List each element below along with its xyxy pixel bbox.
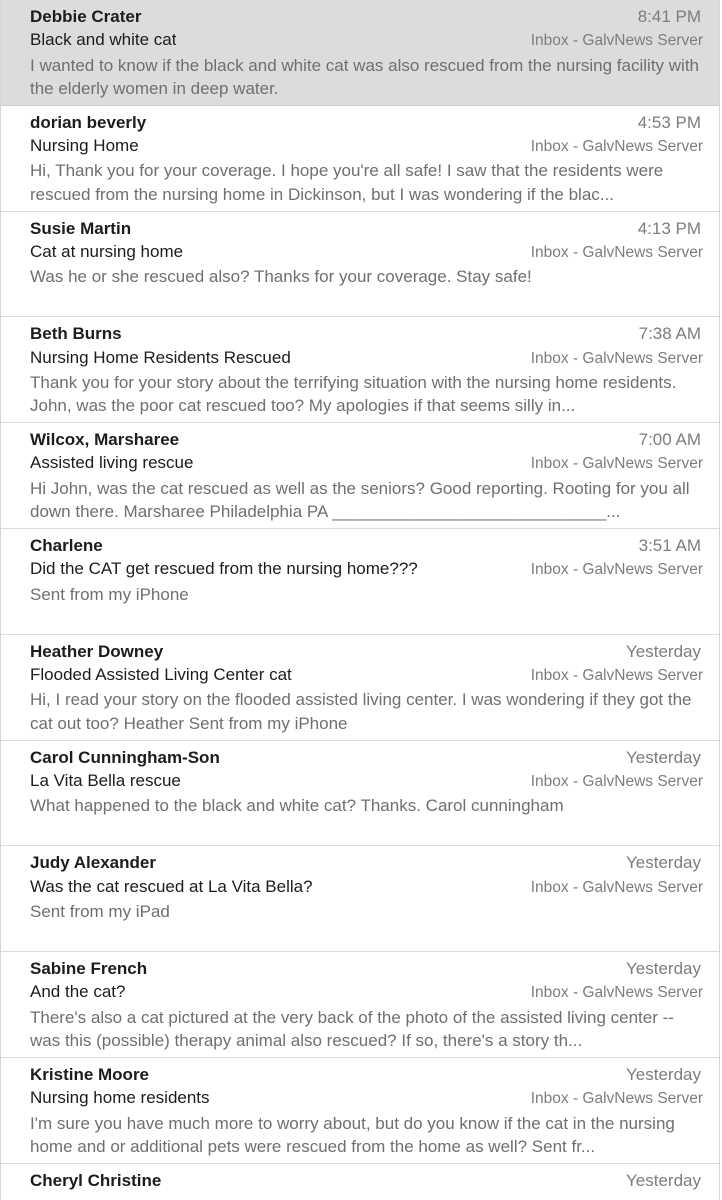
message-sender: Wilcox, Marsharee — [30, 430, 180, 450]
message-time: 8:41 PM — [637, 7, 701, 26]
message-mailbox: Inbox - GalvNews Server — [530, 772, 703, 790]
message-preview: Hi, Thank you for your coverage. I hope you're all safe! I saw that the residents were rescued from the nursing home in Dickinson, but I was wondering if the blac... — [30, 161, 664, 204]
message-sender: Kristine Moore — [30, 1064, 150, 1084]
message-subject: Cat at nursing home — [30, 241, 184, 261]
message-row[interactable] — [1, 423, 719, 529]
message-sender: Susie Martin — [30, 218, 132, 238]
message-mailbox: Inbox - GalvNews Server — [530, 1090, 703, 1108]
message-time: Yesterday — [626, 959, 701, 979]
message-mailbox: Inbox - GalvNews Server — [530, 667, 703, 685]
message-sender: Charlene — [30, 535, 103, 555]
message-row[interactable] — [1, 635, 719, 741]
message-row[interactable] — [1, 212, 719, 318]
message-row[interactable] — [1, 1164, 719, 1200]
message-subject: Black and white cat — [30, 30, 177, 50]
message-subject: Flooded Assisted Living Center cat — [30, 665, 292, 685]
message-time: Yesterday — [626, 1170, 701, 1190]
message-subject: And the cat? — [30, 982, 126, 1002]
message-preview: I'm sure you have much more to worry about, but do you know if the cat in the nursing home and or additional pets were rescued from the home as well? Sent fr... — [30, 1113, 675, 1156]
message-time: Yesterday — [626, 641, 701, 661]
message-row[interactable] — [1, 0, 719, 106]
message-preview: Sent from my iPad — [30, 901, 170, 921]
message-time: Yesterday — [626, 1064, 701, 1084]
message-subject: Nursing home residents — [30, 1088, 210, 1108]
message-row[interactable] — [1, 952, 719, 1058]
message-mailbox: Inbox - GalvNews Server — [530, 138, 703, 156]
message-sender: dorian beverly — [30, 112, 147, 132]
message-time: Yesterday — [626, 853, 701, 873]
message-subject: Did the CAT get rescued from the nursing home??? — [30, 559, 418, 579]
message-preview: Hi John, was the cat rescued as well as the seniors? Good reporting. Rooting for you all down there. Marsharee Philadelphia PA _____________________________... — [30, 478, 690, 522]
message-time: 7:00 AM — [638, 430, 701, 450]
message-row[interactable] — [1, 741, 719, 847]
message-row[interactable] — [1, 529, 719, 635]
message-subject: Was the cat rescued at La Vita Bella? — [30, 876, 313, 896]
message-preview: What happened to the black and white cat? Thanks. Carol cunningham — [30, 796, 564, 816]
message-time: 3:51 AM — [638, 535, 701, 555]
message-subject: Nursing Home Residents Rescued — [30, 347, 291, 367]
message-row[interactable] — [1, 846, 719, 952]
message-mailbox: Inbox - GalvNews Server — [530, 984, 703, 1002]
message-time: Yesterday — [626, 747, 701, 767]
message-row[interactable] — [1, 106, 719, 212]
message-sender: Carol Cunningham-Son — [30, 747, 220, 767]
message-subject: Nursing Home — [30, 136, 139, 156]
message-sender: Cheryl Christine — [30, 1170, 162, 1190]
message-preview: Sent from my iPhone — [30, 584, 189, 604]
message-time: 4:53 PM — [637, 112, 701, 132]
message-row[interactable] — [1, 317, 719, 423]
message-preview: Thank you for your story about the terrifying situation with the nursing home residents. John, was the poor cat rescued too? My apologies if that seems silly in... — [30, 372, 677, 416]
message-sender: Sabine French — [30, 959, 148, 979]
message-time: 4:13 PM — [637, 218, 701, 238]
message-preview: I wanted to know if the black and white cat was also rescued from the nursing facility with the elderly women in deep water. — [30, 55, 699, 98]
message-preview: Was he or she rescued also? Thanks for your coverage. Stay safe! — [30, 267, 532, 287]
message-sender: Judy Alexander — [30, 853, 156, 873]
message-mailbox: Inbox - GalvNews Server — [530, 878, 703, 896]
message-time: 7:38 AM — [638, 324, 701, 344]
message-row[interactable] — [1, 1058, 719, 1164]
message-subject: Assisted living rescue — [30, 453, 194, 473]
message-mailbox: Inbox - GalvNews Server — [530, 561, 703, 579]
message-subject: La Vita Bella rescue — [30, 770, 181, 790]
message-mailbox: Inbox - GalvNews Server — [530, 32, 703, 50]
message-sender: Debbie Crater — [30, 7, 142, 26]
message-sender: Beth Burns — [30, 324, 122, 344]
message-preview: There's also a cat pictured at the very back of the photo of the assisted living center -- was this (possible) therapy animal also rescued? If so, there's a story th... — [30, 1007, 674, 1051]
message-mailbox: Inbox - GalvNews Server — [530, 349, 703, 367]
message-mailbox: Inbox - GalvNews Server — [530, 243, 703, 261]
message-preview: Hi, I read your story on the flooded assisted living center. I was wondering if they got the cat out too? Heather Sent from my iPhone — [30, 690, 692, 733]
message-sender: Heather Downey — [30, 641, 164, 661]
message-mailbox: Inbox - GalvNews Server — [530, 455, 703, 473]
